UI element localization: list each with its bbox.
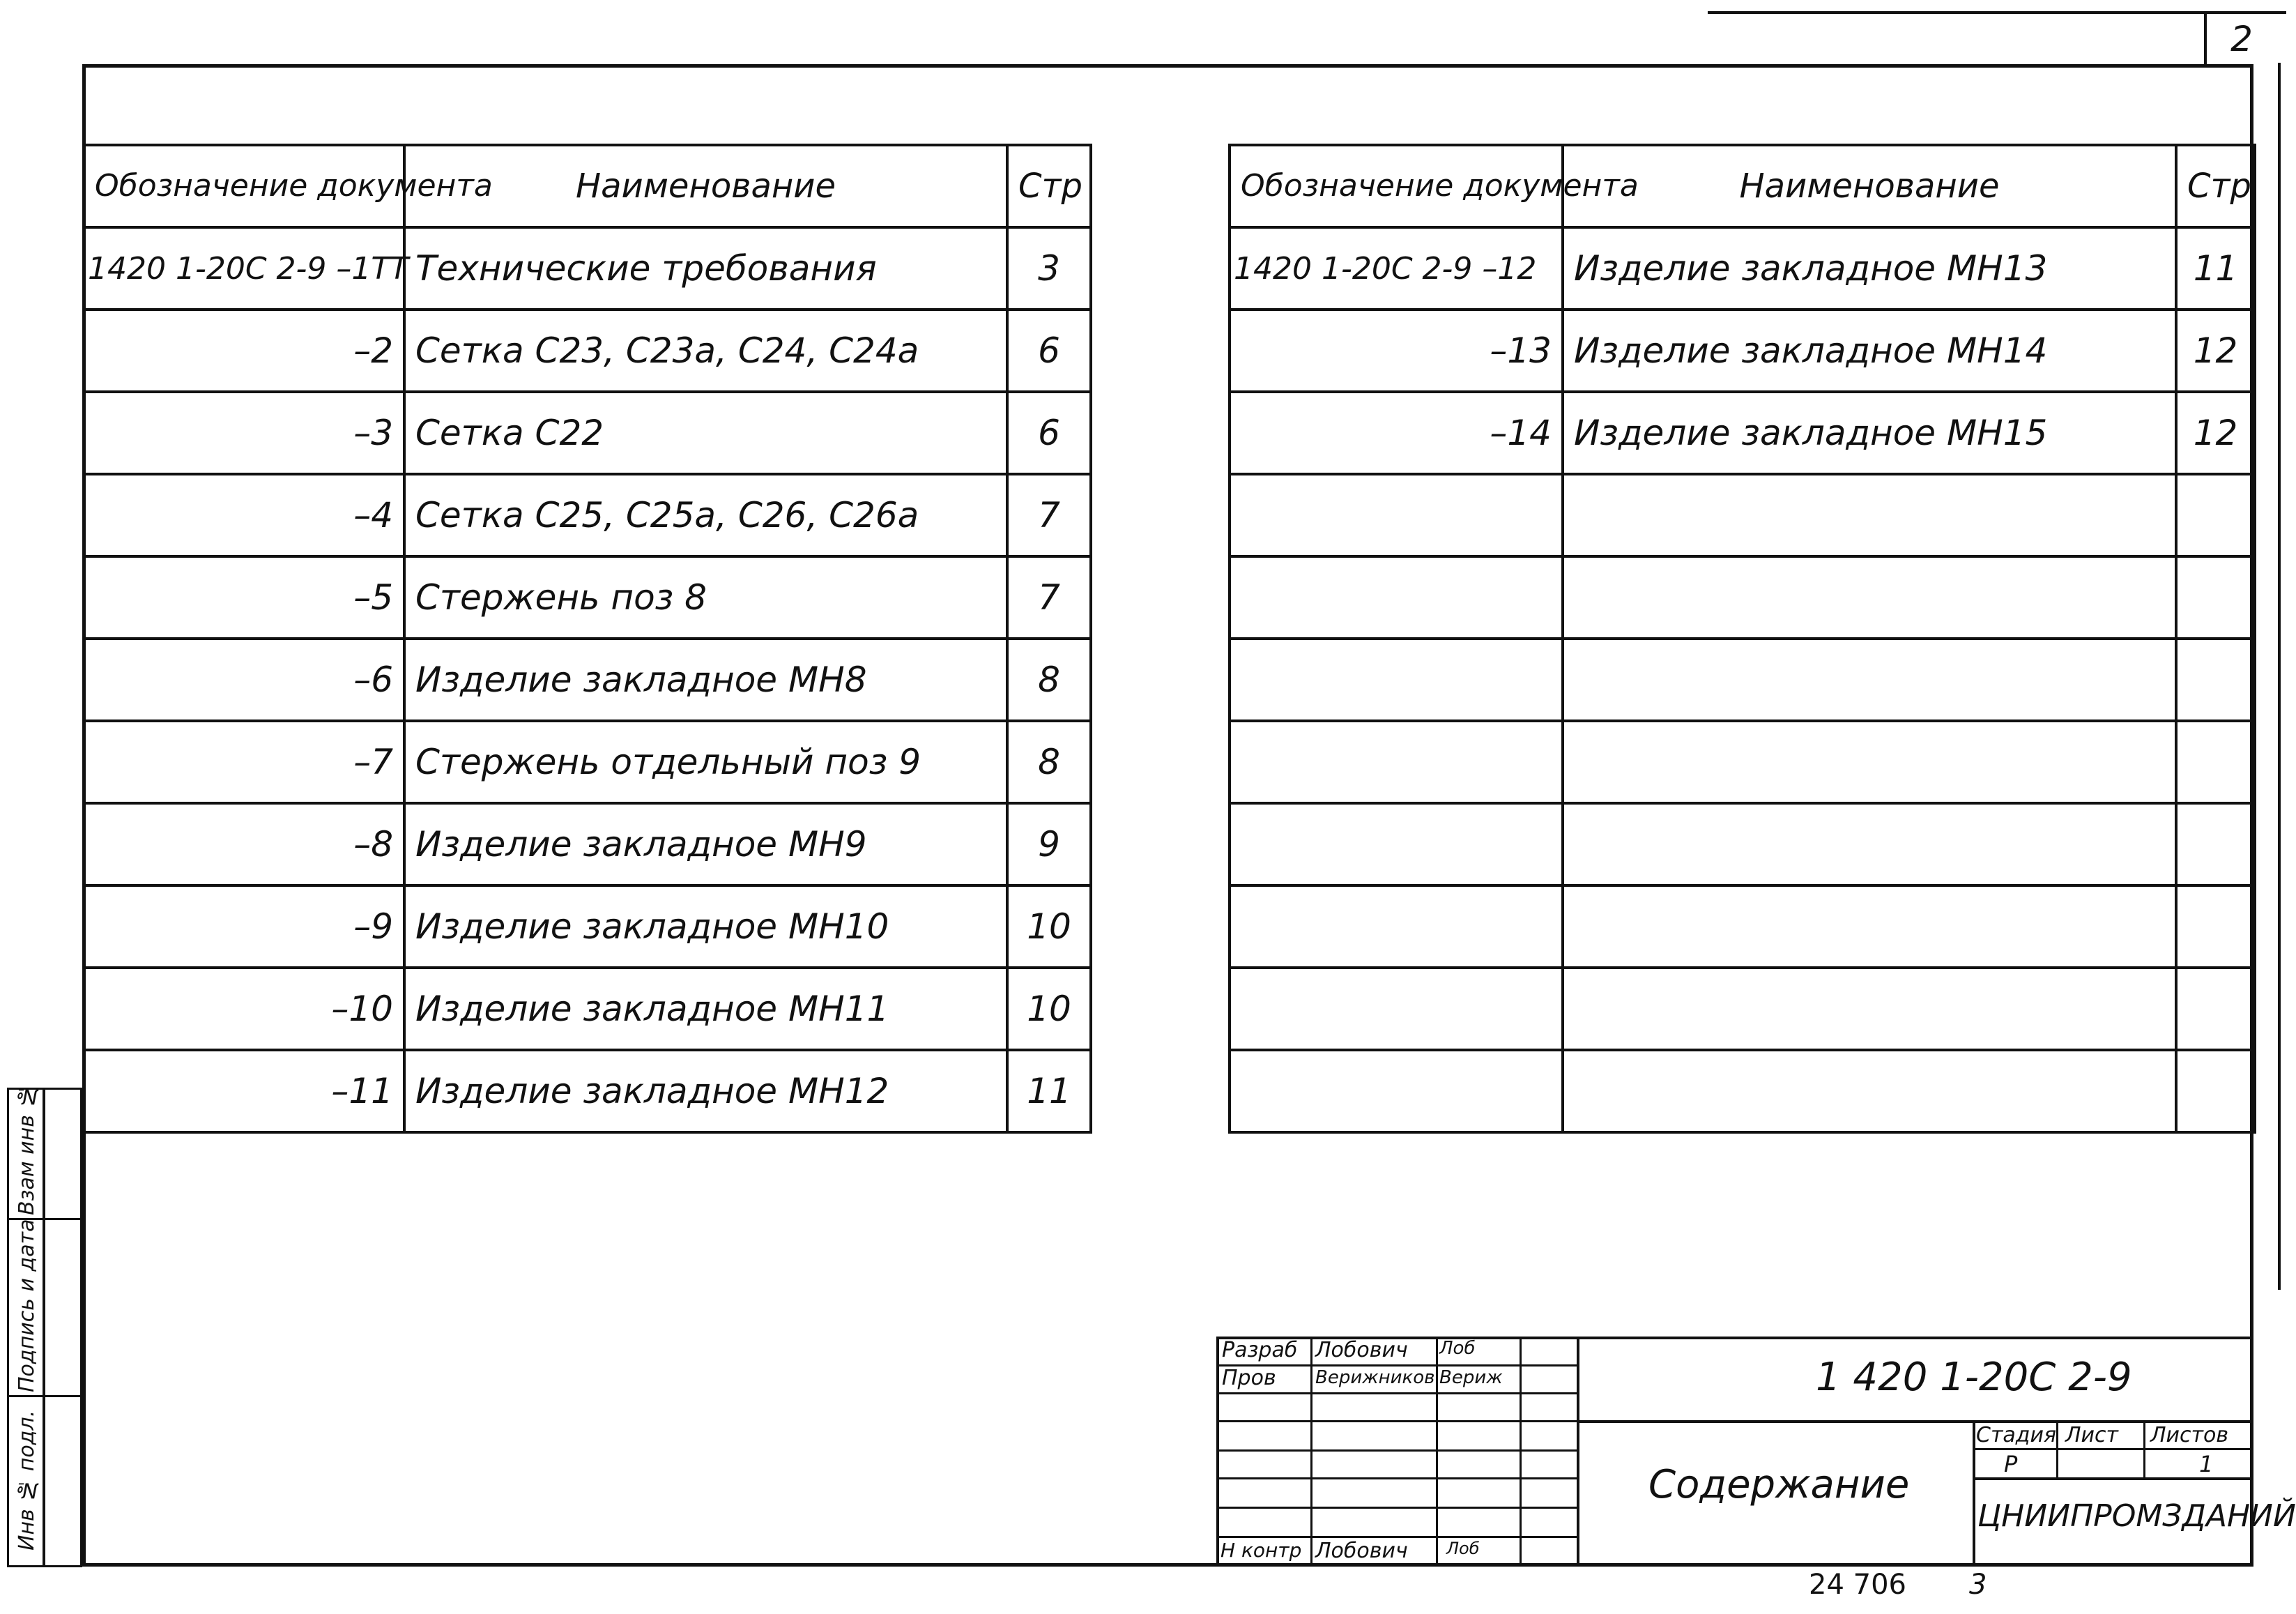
sheets-value: 1 [2199,1451,2214,1477]
row-page [2176,556,2255,639]
row-name: Технические требования [404,227,1007,310]
row-designation: 1420 1-20С 2-9 –1ТТ [84,227,404,310]
row-page: 8 [1007,639,1091,721]
table-row [1230,310,2255,392]
sheet-number: 2 [2204,14,2276,64]
row-name [1563,1050,2176,1132]
table-row [1230,803,2255,885]
row-name: Изделие закладное МН10 [404,885,1007,968]
row-designation: –14 [1230,392,1563,474]
row-name: Изделие закладное МН13 [1563,227,2176,310]
header-name: Наименование [404,145,1007,227]
row-designation: –9 [84,885,404,968]
name-developer: Лобович [1315,1338,1408,1362]
row-designation [1230,639,1563,721]
sheets-label: Листов [2150,1423,2229,1447]
row-name [1563,803,2176,885]
role-checker: Пров [1222,1366,1276,1390]
signature-norm-control: Лоб [1446,1539,1480,1558]
row-page: 9 [1007,803,1091,885]
row-name: Изделие закладное МН11 [404,968,1007,1050]
row-designation: –10 [84,968,404,1050]
header-page: Стр [1007,145,1091,227]
top-edge-line [1708,11,2286,14]
table-row [84,639,1091,721]
row-designation [1230,1050,1563,1132]
table-row [84,227,1091,310]
table-row [84,474,1091,556]
row-page: 7 [1007,474,1091,556]
row-name: Сетка С22 [404,392,1007,474]
row-name: Сетка С25, С25а, С26, С26а [404,474,1007,556]
row-name: Изделие закладное МН8 [404,639,1007,721]
row-designation [1230,474,1563,556]
side-stamp-label-signature: Подпись и дата [15,1219,39,1392]
table-row [84,803,1091,885]
row-page: 12 [2176,310,2255,392]
row-designation [1230,803,1563,885]
table-row [84,968,1091,1050]
role-developer: Разраб [1222,1338,1298,1362]
row-designation: –11 [84,1050,404,1132]
sheet-label: Лист [2065,1423,2119,1447]
row-page [2176,721,2255,803]
row-designation: –6 [84,639,404,721]
header-name: Наименование [1563,145,2176,227]
table-row [1230,556,2255,639]
row-page [2176,968,2255,1050]
row-page: 8 [1007,721,1091,803]
side-stamp-label-inventory: Инв № подл. [15,1410,39,1551]
inventory-number: 24 706 [1809,1569,1906,1601]
row-page: 3 [1007,227,1091,310]
table-row [84,1050,1091,1132]
signature-developer: Лоб [1439,1338,1476,1359]
table-row [1230,474,2255,556]
name-checker: Верижников [1315,1367,1435,1388]
row-page [2176,803,2255,885]
row-name: Стержень поз 8 [404,556,1007,639]
row-name [1563,885,2176,968]
table-row [1230,392,2255,474]
table-row [1230,639,2255,721]
row-page: 10 [1007,885,1091,968]
side-stamp-label-column [7,1083,45,1567]
row-designation: –5 [84,556,404,639]
row-name: Сетка С23, С23а, С24, С24а [404,310,1007,392]
row-name: Изделие закладное МН15 [1563,392,2176,474]
row-designation: –8 [84,803,404,885]
row-page: 6 [1007,310,1091,392]
row-name [1563,474,2176,556]
footer-page-number: 3 [1969,1569,1987,1601]
table-row [84,392,1091,474]
row-page: 7 [1007,556,1091,639]
name-norm-control: Лобович [1315,1539,1408,1563]
row-designation [1230,885,1563,968]
table-row [1230,885,2255,968]
table-row [84,721,1091,803]
stage-value: Р [2004,1451,2018,1477]
contents-table-left [82,144,1092,1134]
stage-label: Стадия [1976,1423,2057,1447]
row-page: 11 [2176,227,2255,310]
table-row [84,885,1091,968]
table-row [1230,721,2255,803]
row-page: 10 [1007,968,1091,1050]
organization: ЦНИИПРОМЗДАНИЙ [1977,1498,2296,1534]
row-name [1563,639,2176,721]
row-designation [1230,721,1563,803]
side-stamp-label-replacement: Взам инв № [15,1083,39,1215]
row-designation: –7 [84,721,404,803]
table-row [1230,227,2255,310]
row-name: Стержень отдельный поз 9 [404,721,1007,803]
row-name [1563,721,2176,803]
row-page [2176,474,2255,556]
row-page: 6 [1007,392,1091,474]
row-name: Изделие закладное МН12 [404,1050,1007,1132]
row-name [1563,968,2176,1050]
row-page [2176,885,2255,968]
row-page [2176,1050,2255,1132]
row-designation [1230,556,1563,639]
document-title: Содержание [1648,1462,1910,1507]
row-name [1563,556,2176,639]
table-row [1230,968,2255,1050]
row-name: Изделие закладное МН9 [404,803,1007,885]
side-stamp [7,1083,82,1567]
row-designation: –2 [84,310,404,392]
table-row [84,556,1091,639]
row-name: Изделие закладное МН14 [1563,310,2176,392]
contents-table-right [1228,144,2256,1134]
right-edge-line [2278,63,2281,1290]
row-designation: –4 [84,474,404,556]
side-stamp-value-column [43,1088,82,1567]
row-page: 12 [2176,392,2255,474]
row-page: 11 [1007,1050,1091,1132]
header-page: Стр [2176,145,2255,227]
table-row [1230,1050,2255,1132]
row-designation [1230,968,1563,1050]
header-designation: Обозначение документа [1230,145,1563,227]
role-norm-control: Н контр [1220,1539,1302,1562]
signature-checker: Вериж [1439,1367,1503,1388]
row-designation: –3 [84,392,404,474]
header-designation: Обозначение документа [84,145,404,227]
table-row [84,310,1091,392]
row-page [2176,639,2255,721]
row-designation: –13 [1230,310,1563,392]
document-code: 1 420 1-20С 2-9 [1816,1355,2132,1400]
row-designation: 1420 1-20С 2-9 –12 [1230,227,1563,310]
title-block [1216,1337,2296,1567]
